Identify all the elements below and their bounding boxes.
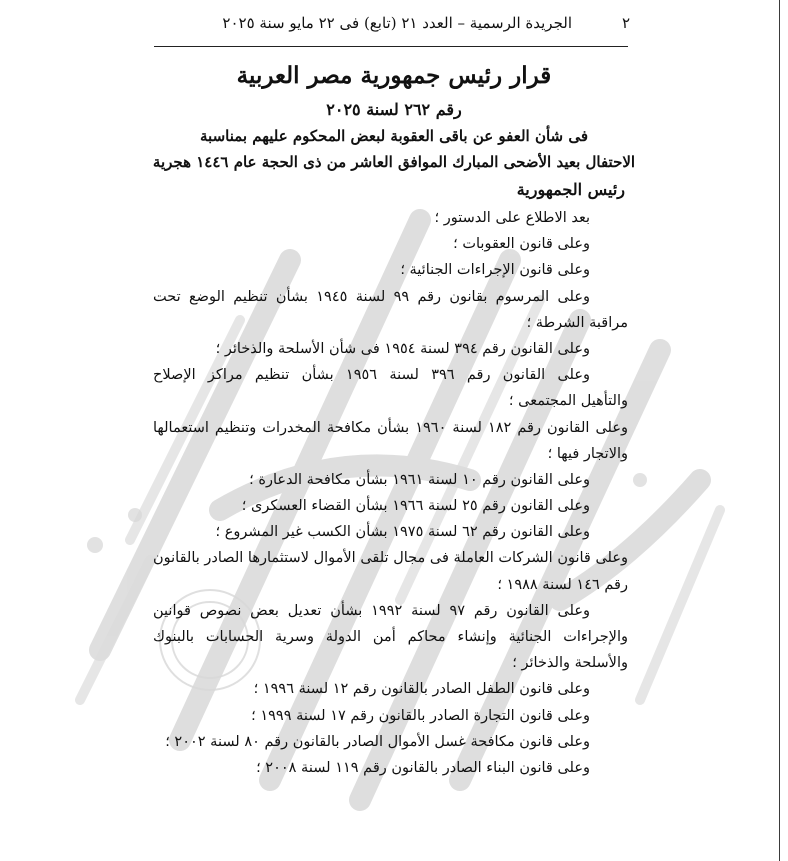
preamble-line: وعلى القانون رقم ٢٥ لسنة ١٩٦٦ بشأن القضاء العسكرى ؛	[241, 498, 590, 515]
preamble-line: والأسلحة والذخائر ؛	[512, 655, 628, 672]
preamble-line: وعلى القانون رقم ٩٧ لسنة ١٩٩٢ بشأن تعديل بعض نصوص قوانين	[153, 602, 590, 619]
preamble-body	[153, 205, 628, 781]
preamble-line: وعلى قانون الإجراءات الجنائية ؛	[400, 262, 590, 279]
preamble-line: والتأهيل المجتمعى ؛	[508, 393, 628, 410]
preamble-line: وعلى قانون التجارة الصادر بالقانون رقم ١٧ لسنة ١٩٩٩ ؛	[251, 707, 590, 724]
decree-title: قرار رئيس جمهورية مصر العربية	[236, 62, 552, 89]
preamble-line: مراقبة الشرطة ؛	[526, 314, 628, 331]
preamble-line: بعد الاطلاع على الدستور ؛	[434, 210, 590, 226]
preamble-line: وعلى القانون رقم ١٨٢ لسنة ١٩٦٠ بشأن مكافحة المخدرات وتنظيم استعمالها	[153, 419, 628, 436]
preamble-line: وعلى القانون رقم ٣٩٤ لسنة ١٩٥٤ فى شأن الأسلحة والذخائر ؛	[215, 340, 590, 357]
president-heading: رئيس الجمهورية	[516, 180, 625, 199]
gazette-issue-line: الجريدة الرسمية – العدد ٢١ (تابع) فى ٢٢ مايو سنة ٢٠٢٥	[222, 14, 572, 32]
running-header	[150, 14, 630, 36]
preamble-line: وعلى القانون رقم ٦٢ لسنة ١٩٧٥ بشأن الكسب غير المشروع ؛	[215, 524, 590, 541]
page-number: ٢	[621, 14, 630, 32]
decree-subject-line-2: الاحتفال بعيد الأضحى المبارك الموافق العاشر من ذى الحجة عام ١٤٤٦ هجرية	[152, 153, 636, 171]
preamble-line: وعلى قانون الطفل الصادر بالقانون رقم ١٢ لسنة ١٩٩٦ ؛	[253, 681, 590, 698]
decree-number: رقم ٢٦٢ لسنة ٢٠٢٥	[326, 100, 462, 119]
preamble-line: وعلى قانون البناء الصادر بالقانون رقم ١١٩ لسنة ٢٠٠٨ ؛	[256, 759, 590, 776]
preamble-line: والاتجار فيها ؛	[547, 445, 628, 462]
header-divider	[154, 46, 628, 47]
preamble-line: رقم ١٤٦ لسنة ١٩٨٨ ؛	[497, 576, 628, 593]
preamble-line: وعلى قانون العقوبات ؛	[453, 236, 590, 253]
preamble-line: والإجراءات الجنائية وإنشاء محاكم أمن الدولة وسرية الحسابات بالبنوك	[153, 629, 628, 645]
preamble-line: وعلى القانون رقم ١٠ لسنة ١٩٦١ بشأن مكافحة الدعارة ؛	[249, 471, 590, 488]
preamble-line: وعلى قانون الشركات العاملة فى مجال تلقى الأموال لاستثمارها الصادر بالقانون	[153, 550, 628, 567]
preamble-line: وعلى القانون رقم ٣٩٦ لسنة ١٩٥٦ بشأن تنظيم مراكز الإصلاح	[153, 367, 590, 384]
preamble-line: وعلى قانون مكافحة غسل الأموال الصادر بالقانون رقم ٨٠ لسنة ٢٠٠٢ ؛	[165, 733, 590, 750]
preamble-line: وعلى المرسوم بقانون رقم ٩٩ لسنة ١٩٤٥ بشأن تنظيم الوضع تحت	[153, 288, 590, 305]
decree-subject-line-1: فى شأن العفو عن باقى العقوبة لبعض المحكوم عليهم بمناسبة	[200, 127, 588, 145]
